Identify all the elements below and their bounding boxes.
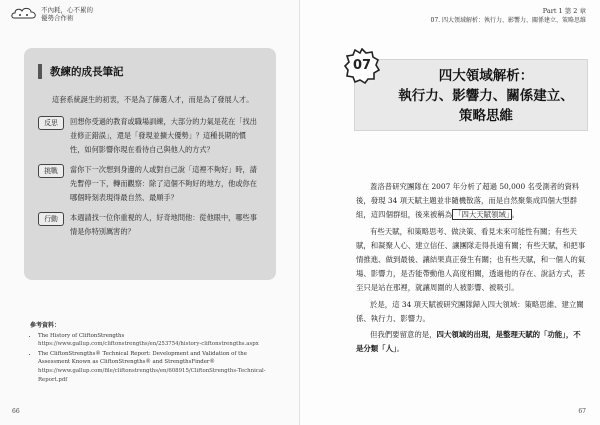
right-page — [300, 0, 600, 425]
reference-url[interactable]: https://www.gallup.com/cliftonstrengths/en/253754/history-cliftonstrengths.aspx — [38, 341, 259, 348]
paragraph-4-emphasis-1: 四大領域的出現，是整理天賦的 — [436, 330, 541, 340]
notebook-item-text: 當你下一次想到身邊的人或對自己說「這裡不夠好」時，請先暫停一下，轉而觀察：除了這個不夠好的地方，他或你在哪個時刻表現得最自然、最順手？ — [70, 165, 257, 202]
notebook-item-reflect — [38, 115, 262, 157]
tag-action: 行動 — [38, 212, 64, 226]
paragraph-2: 有些天賦，和策略思考、做決策、看見未來可能性有關；有些天賦，和凝聚人心、建立信任、讓團隊走得長遠有關；有些天賦，和把事情推進、做到最後、讓結果真正發生有關；也有些天賦，和一個人的氣場、影響力，是否能帶動他人高度相關，透過他的存在、說話方式，甚至只是站在那裡，就讓周圍的人被影響、被吸引。 — [356, 226, 586, 293]
chapter-title-line1: 四大領域解析： — [438, 68, 534, 84]
four-domains-term: 「四大天賦領域」 — [454, 210, 510, 220]
chapter-title — [386, 66, 586, 126]
reference-item — [38, 350, 280, 384]
reference-url[interactable]: https://www.gallup.com/file/cliftonstrengths/en/608915/CliftonStrengths-Technical-Report.pdf — [38, 367, 266, 383]
paragraph-4 — [356, 328, 586, 356]
chapter-number: 07 — [352, 58, 372, 73]
paragraph-1-end: 。 — [511, 210, 519, 220]
paragraph-1 — [356, 180, 586, 223]
reference-title: • The History of CliftonStrengths — [38, 332, 125, 339]
page-number-right: 67 — [578, 408, 586, 415]
chapter-title-line3: 策略思維 — [459, 108, 513, 124]
chapter-title-line2: 執行力、影響力、關係建立、 — [398, 88, 574, 104]
notebook-item-text: 本週請找一位你重視的人，好奇地問他：從他眼中，哪些事情是你特別厲害的？ — [70, 213, 257, 236]
part-label: Part 1 第 2 章 — [542, 7, 586, 15]
references-heading: 參考資料： — [30, 322, 61, 329]
series-title-line1: 不內耗，心不累的 — [41, 6, 93, 14]
coach-notebook-box — [24, 48, 276, 280]
notebook-item-challenge — [38, 163, 262, 205]
paragraph-1-text: 蓋洛普研究團隊在 2007 年分析了超過 50,000 名受測者的資料後，發現 34 項天賦主題並非隨機散落，而是自然聚集成四個大型群組，這四個群組，後來被稱為 — [356, 182, 580, 220]
tag-reflect: 反思 — [38, 116, 64, 130]
page-number-left: 66 — [12, 408, 20, 415]
cloud-hands-logo-icon — [10, 6, 38, 22]
series-title — [41, 6, 93, 22]
notebook-item-text: 回想你受過的教育或職場訓練，大部分的力氣是花在「找出並修正錯誤」，還是「發現並擴大優勢」？這種長期的慣性，如何影響你現在看待自己與他人的方式？ — [70, 117, 257, 154]
paragraph-4-end: 。 — [396, 344, 405, 354]
notebook-intro: 這套系統誕生的初衷，不是為了篩選人才，而是為了發展人才。 — [52, 95, 254, 104]
tag-challenge: 挑戰 — [38, 164, 64, 178]
series-title-line2: 優勢合作術 — [41, 14, 74, 22]
chapter-body — [356, 180, 586, 356]
notebook-heading: 教練的成長筆記 — [38, 64, 262, 79]
references — [30, 322, 280, 385]
paragraph-4-start: 但我們要留意的是， — [370, 330, 437, 340]
paragraph-3: 於是，這 34 項天賦被研究團隊歸入四大領域：策略思維、建立關係、執行力、影響力。 — [356, 299, 584, 323]
reference-title: • The CliftonStrengths® Technical Report: Development and Validation of the Assessment Known as CliftonStrengths® and StrengthsFinder® — [38, 350, 247, 366]
paragraph-4-emphasis-2: 「功能」，不是分類「人」 — [356, 330, 581, 354]
notebook-item-action — [38, 211, 262, 239]
chapter-running-head: 07. 四大領域解析：執行力、影響力、關係建立、策略思維 — [430, 17, 586, 24]
references-list — [30, 332, 280, 385]
reference-item — [38, 332, 280, 349]
